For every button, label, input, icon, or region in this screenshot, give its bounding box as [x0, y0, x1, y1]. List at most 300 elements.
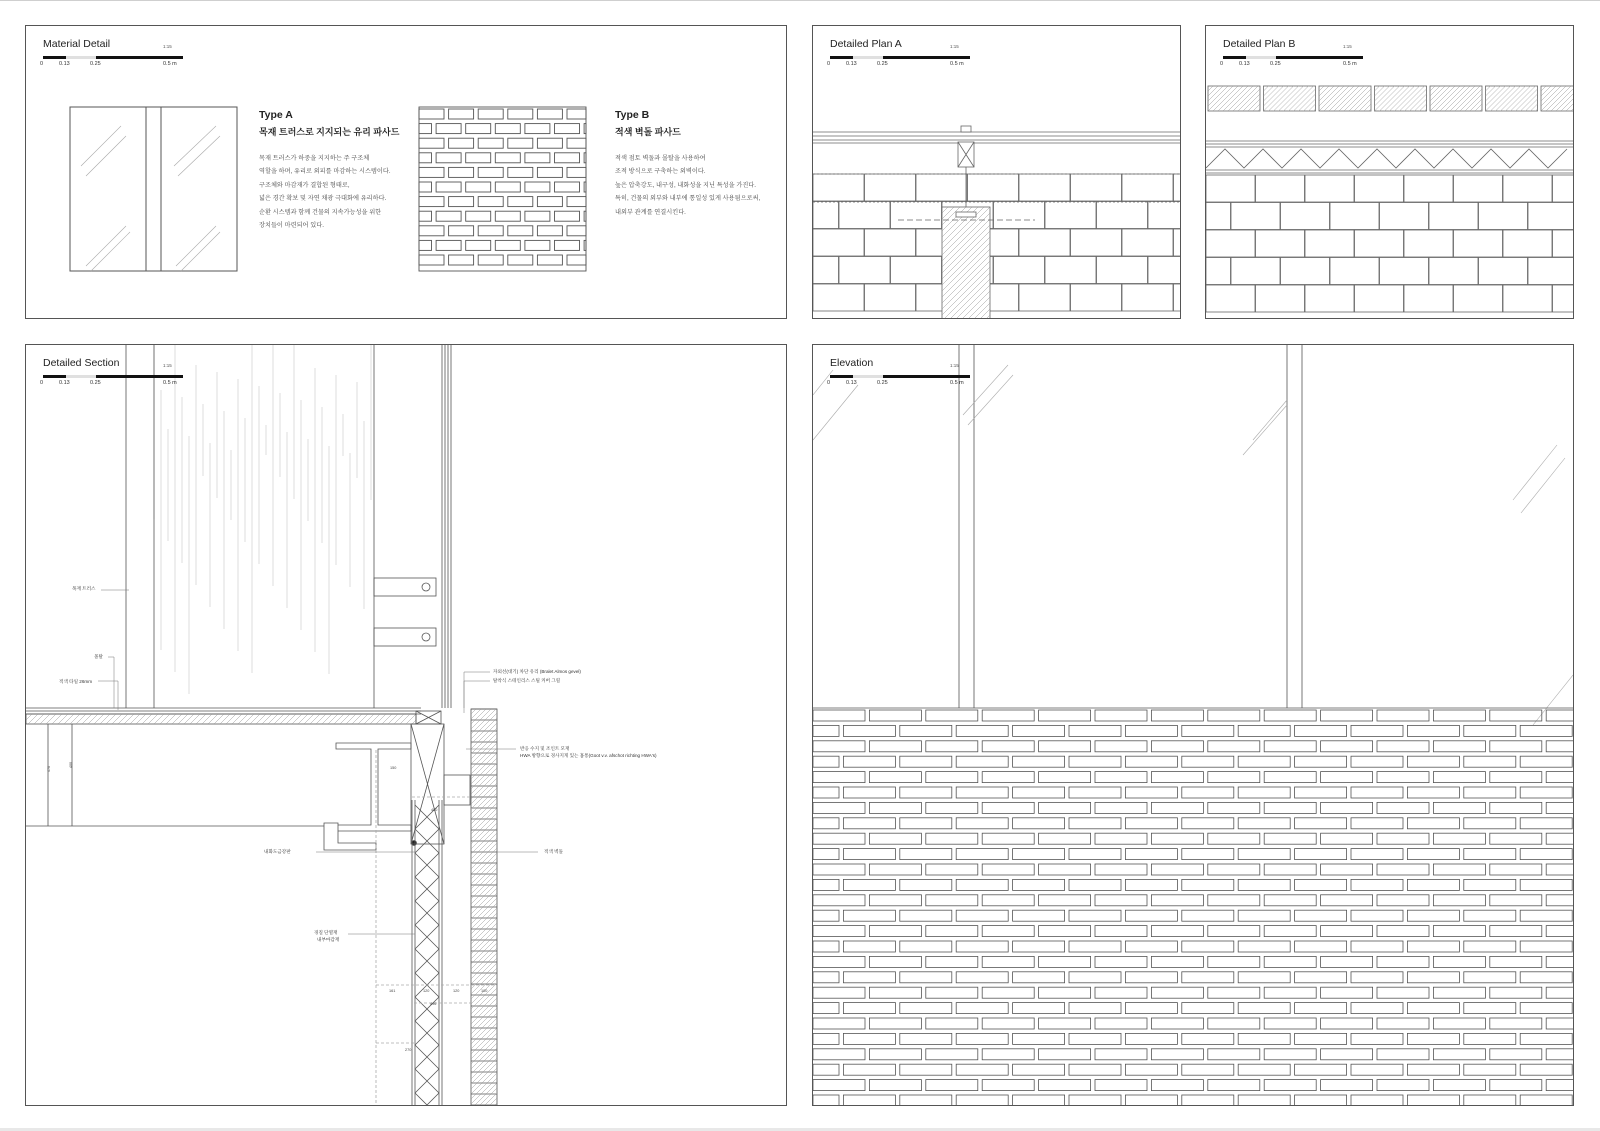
hatch-line — [244, 714, 254, 724]
brick — [982, 741, 1034, 752]
brick — [1520, 756, 1572, 767]
hatch-line — [991, 207, 1104, 319]
brick — [982, 1080, 1034, 1091]
brick — [1125, 1003, 1177, 1014]
hatch-line — [578, 709, 787, 1106]
hatch-line — [106, 714, 116, 724]
hatch-line — [1213, 86, 1238, 111]
brick — [1039, 864, 1091, 875]
brick — [1490, 1080, 1542, 1091]
hatch-line — [322, 714, 332, 724]
brick — [843, 1095, 895, 1106]
brick — [1433, 1080, 1485, 1091]
brick — [1433, 833, 1485, 844]
brick — [1520, 849, 1572, 860]
dimension-label: 270 — [405, 1048, 412, 1052]
scale-bar — [830, 375, 970, 378]
timber-grain — [154, 345, 371, 694]
brick — [813, 864, 865, 875]
brick — [537, 109, 562, 119]
scale-ratio: 1:15 — [163, 363, 172, 368]
hatch-line — [1228, 86, 1253, 111]
brick — [869, 895, 921, 906]
brick — [839, 257, 890, 284]
hatch-line — [1536, 86, 1561, 111]
brick — [1013, 725, 1065, 736]
brick — [1321, 864, 1373, 875]
hatch-line — [1249, 86, 1274, 111]
brick — [1407, 941, 1459, 952]
brick — [1305, 230, 1354, 257]
hatch-line — [1486, 86, 1511, 111]
brick — [1546, 741, 1574, 752]
brick — [1125, 1095, 1177, 1106]
brick — [1122, 229, 1173, 256]
brick — [813, 1080, 865, 1091]
hatch-line — [1223, 86, 1248, 111]
hatch-line — [304, 714, 314, 724]
brick — [843, 756, 895, 767]
hatch-line — [493, 709, 787, 1106]
brick — [1019, 229, 1070, 256]
brick — [869, 833, 921, 844]
hatch-line — [1254, 86, 1279, 111]
brick — [1351, 1033, 1403, 1044]
hatch-line — [198, 709, 596, 1106]
brick — [1013, 1095, 1065, 1106]
bolt — [422, 633, 430, 641]
brick — [1464, 941, 1516, 952]
brick — [813, 1049, 865, 1060]
hatch-line — [718, 709, 787, 1106]
hatch-line — [1021, 207, 1134, 319]
brick — [1490, 772, 1542, 783]
brick — [1045, 257, 1096, 284]
brick — [1095, 802, 1147, 813]
brick — [956, 725, 1008, 736]
hatch-line — [778, 709, 787, 1106]
brick — [1095, 1080, 1147, 1091]
brick — [525, 240, 550, 250]
brick — [1351, 879, 1403, 890]
brick — [436, 240, 461, 250]
hatch-line — [1470, 86, 1495, 111]
hatch-line — [1531, 86, 1556, 111]
hatch-line — [1003, 207, 1116, 319]
brick — [982, 1018, 1034, 1029]
hatch-line — [841, 207, 954, 319]
hatch-line — [1531, 86, 1556, 111]
brick — [1182, 972, 1234, 983]
brick — [1490, 833, 1542, 844]
brick — [1351, 941, 1403, 952]
brick — [508, 109, 533, 119]
elevation-brick-courses — [813, 710, 1574, 1106]
brick — [1553, 230, 1575, 257]
brick — [1039, 741, 1091, 752]
panel-detailed-plan-b — [1205, 25, 1574, 319]
brick — [1151, 710, 1203, 721]
brick — [1321, 833, 1373, 844]
brick — [1305, 175, 1354, 202]
hatch-line — [703, 709, 787, 1106]
scale-ratio: 1:15 — [950, 44, 959, 49]
hatch-line — [1475, 86, 1500, 111]
brick — [1206, 258, 1231, 285]
brick — [1490, 1018, 1542, 1029]
hatch-line — [1471, 86, 1496, 111]
brick — [584, 182, 586, 192]
brick — [869, 864, 921, 875]
brick — [1520, 1033, 1572, 1044]
hatch-line — [1075, 207, 1181, 319]
brick — [1464, 879, 1516, 890]
hatch-line — [458, 709, 787, 1106]
brick — [982, 864, 1034, 875]
brick — [1208, 926, 1260, 937]
brick — [449, 197, 474, 207]
brick — [537, 226, 562, 236]
brick — [1433, 895, 1485, 906]
cladding-hatch — [1294, 86, 1419, 111]
brick — [478, 197, 503, 207]
brick — [865, 229, 916, 256]
hatch-line — [1500, 86, 1525, 111]
annotation-glass: 자외선(대기) 차단 유리 (Bralet Almos gevel) — [493, 669, 581, 674]
brick — [1407, 1003, 1459, 1014]
brick — [1238, 879, 1290, 890]
brick — [956, 818, 1008, 829]
reflection-line — [1513, 445, 1557, 500]
brick — [1330, 258, 1379, 285]
hatch-line — [412, 714, 422, 724]
hatch-line — [1279, 86, 1304, 111]
brick — [1377, 741, 1429, 752]
type-a-description: 목재 트러스가 하중을 지지하는 주 구조체 역할을 하며, 유리로 외피를 마감하는 시스템이다. 구조체와 마감재가 결합된 형태로, 넓은 경간 확보 및 자연 채광 극대화에 유리하다. 순환 시스템과 함께 건물의 지속가능성을 위한 장치들이 마련되어 있다. — [259, 155, 391, 230]
brick — [1264, 1018, 1316, 1029]
reflection-line — [86, 226, 126, 266]
brick — [1013, 1064, 1065, 1075]
brick — [436, 124, 461, 134]
hatch-line — [303, 709, 701, 1106]
hatch-line — [316, 714, 326, 724]
hatch-line — [1505, 86, 1530, 111]
brick — [555, 182, 580, 192]
hatch-line — [468, 709, 787, 1106]
hatch-line — [513, 709, 787, 1106]
hatch-line — [1314, 86, 1339, 111]
dimension-label: 100 — [481, 989, 488, 993]
brick — [865, 174, 916, 201]
hatch-line — [618, 709, 787, 1106]
brick — [1182, 1003, 1234, 1014]
hatch-line — [172, 714, 182, 724]
hatch-line — [1384, 86, 1409, 111]
brick — [1281, 203, 1330, 230]
hatch-line — [358, 709, 756, 1106]
brick — [1520, 1095, 1572, 1106]
hatch-line — [1009, 207, 1122, 319]
brick — [982, 710, 1034, 721]
brick — [567, 167, 586, 177]
brick — [1464, 972, 1516, 983]
hatch-line — [1238, 86, 1263, 111]
panel-detailed-plan-a — [812, 25, 1181, 319]
brick — [1264, 926, 1316, 937]
brick — [1503, 285, 1552, 312]
hatch-line — [1521, 86, 1546, 111]
hatch-line — [1420, 86, 1445, 111]
brick — [1377, 864, 1429, 875]
brick — [900, 972, 952, 983]
brick — [813, 284, 864, 311]
brick — [1377, 710, 1429, 721]
brick — [926, 1049, 978, 1060]
hatch-line — [473, 709, 787, 1106]
hatch-line — [64, 714, 74, 724]
panel-title: Material Detail — [43, 38, 111, 50]
brick — [900, 910, 952, 921]
hatch-line — [688, 709, 787, 1106]
brick — [900, 1064, 952, 1075]
brick — [1377, 987, 1429, 998]
brick — [419, 226, 444, 236]
hatch-line — [1460, 86, 1485, 111]
hatch-line — [178, 714, 188, 724]
hatch-line — [214, 714, 224, 724]
brick — [1125, 972, 1177, 983]
brick — [1490, 802, 1542, 813]
hatch-line — [1299, 86, 1324, 111]
brick — [813, 756, 839, 767]
hatch-line — [518, 709, 787, 1106]
hatch-line — [196, 714, 206, 724]
brick — [1490, 1049, 1542, 1060]
hatch-line — [478, 709, 787, 1106]
brick — [1238, 1095, 1290, 1106]
brick — [813, 1095, 839, 1106]
brick — [1095, 772, 1147, 783]
hatch-line — [153, 709, 551, 1106]
brick — [1433, 772, 1485, 783]
brick — [926, 895, 978, 906]
brick — [1013, 1003, 1065, 1014]
brick — [813, 257, 839, 284]
brick — [1039, 895, 1091, 906]
brick — [1490, 710, 1542, 721]
brick — [865, 284, 916, 311]
hatch-line — [82, 714, 92, 724]
reflection-line — [1533, 675, 1573, 725]
brick — [1256, 285, 1305, 312]
brick — [1182, 879, 1234, 890]
brick — [1151, 956, 1203, 967]
brick — [1351, 787, 1403, 798]
cladding-hatch — [1206, 86, 1308, 111]
panel-elevation — [812, 344, 1574, 1106]
hatch-line — [323, 709, 721, 1106]
leader-lines — [98, 590, 538, 934]
hatch-line — [1546, 86, 1571, 111]
hatch-line — [713, 709, 787, 1106]
brick — [956, 941, 1008, 952]
brick — [956, 787, 1008, 798]
brick-courses — [419, 109, 586, 265]
brick — [525, 182, 550, 192]
brick — [1433, 987, 1485, 998]
brick — [1264, 956, 1316, 967]
brick — [1208, 956, 1260, 967]
brick — [525, 153, 550, 163]
leader-line — [464, 672, 490, 708]
drain-box — [444, 775, 470, 805]
hatch-line — [1410, 86, 1435, 111]
hatch-line — [1370, 86, 1395, 111]
brick — [813, 229, 864, 256]
hatch-line — [628, 709, 787, 1106]
hatch-line — [1420, 86, 1445, 111]
reflection-line — [181, 232, 220, 271]
hatch-line — [633, 709, 787, 1106]
brick — [1013, 879, 1065, 890]
hatch-line — [113, 709, 511, 1106]
hatch-line — [1425, 86, 1450, 111]
brick — [466, 240, 491, 250]
brick — [495, 182, 520, 192]
brick — [956, 849, 1008, 860]
hatch-line — [388, 709, 786, 1106]
brick — [1013, 1033, 1065, 1044]
scale-bar — [43, 56, 183, 59]
brick — [916, 174, 967, 201]
hatch-line — [1263, 86, 1288, 111]
brick — [926, 926, 978, 937]
hatch-line — [1069, 207, 1181, 319]
hatch-line — [228, 709, 626, 1106]
brick — [1019, 284, 1070, 311]
brick — [1208, 1049, 1260, 1060]
glass-frame — [70, 107, 237, 271]
brick — [449, 226, 474, 236]
brick — [1454, 285, 1503, 312]
brick — [1433, 1018, 1485, 1029]
plan-a-block-wall — [813, 174, 1181, 311]
brick — [567, 109, 586, 119]
scale-labels: 0 0.13 0.25 0.5 m — [1220, 61, 1357, 67]
brick — [449, 138, 474, 148]
brick — [1546, 956, 1574, 967]
brick — [1295, 1003, 1347, 1014]
brick — [843, 972, 895, 983]
hatch-line — [1244, 86, 1269, 111]
brick — [1520, 1003, 1572, 1014]
brick — [1351, 910, 1403, 921]
hatch-line — [608, 709, 787, 1106]
brick — [900, 818, 952, 829]
brick — [1464, 725, 1516, 736]
hatch-line — [1541, 86, 1566, 111]
brick — [1039, 802, 1091, 813]
sheet-top-edge — [0, 0, 1600, 1]
brick — [1039, 1049, 1091, 1060]
hatch-line — [1253, 86, 1278, 111]
brick — [1069, 1064, 1121, 1075]
brick — [478, 167, 503, 177]
brick — [1546, 802, 1574, 813]
brick — [1546, 772, 1574, 783]
panel-detailed-section — [25, 344, 787, 1106]
brick — [1182, 849, 1234, 860]
brick — [843, 1003, 895, 1014]
brick — [1069, 1095, 1121, 1106]
hatch-line — [58, 714, 68, 724]
hatch-line — [503, 709, 787, 1106]
dimension-label: 120 — [453, 989, 460, 993]
brick — [495, 211, 520, 221]
brick — [1125, 879, 1177, 890]
elevation-drawing — [813, 345, 1574, 1106]
type-a-subtitle: 목재 트러스로 지지되는 유리 파사드 — [259, 127, 400, 137]
brick — [1125, 1033, 1177, 1044]
hatch-line — [46, 714, 56, 724]
hatch-line — [568, 709, 787, 1106]
hatch-line — [985, 207, 1098, 319]
hatch-line — [1243, 86, 1268, 111]
reflection-line — [1253, 400, 1287, 440]
hatch-line — [376, 714, 386, 724]
hatch-line — [168, 709, 566, 1106]
hatch-line — [274, 714, 284, 724]
brick — [1433, 710, 1485, 721]
hatch-line — [148, 709, 546, 1106]
dimension-label: 400 — [69, 761, 74, 769]
brick — [1151, 1049, 1203, 1060]
hatch-line — [188, 709, 586, 1106]
reflection-line — [81, 126, 121, 166]
column-head — [961, 126, 971, 132]
hatch-line — [1506, 86, 1531, 111]
brick — [1351, 1064, 1403, 1075]
brick — [926, 772, 978, 783]
brick — [1208, 772, 1260, 783]
hatch-line — [1435, 86, 1460, 111]
hatch-line — [363, 709, 761, 1106]
hatch-line — [1355, 86, 1380, 111]
hatch-line — [463, 709, 787, 1106]
brick — [1069, 910, 1121, 921]
hatch-line — [370, 714, 380, 724]
hatch-line — [573, 709, 787, 1106]
brick — [1404, 175, 1453, 202]
brick — [419, 109, 444, 119]
hatch-line — [40, 714, 50, 724]
brick — [508, 255, 533, 265]
brick — [1208, 802, 1260, 813]
brick — [419, 240, 432, 250]
brick — [813, 1003, 839, 1014]
brick — [869, 956, 921, 967]
hatch-line — [428, 709, 787, 1106]
brick — [466, 211, 491, 221]
hatch-line — [52, 714, 62, 724]
hatch-line — [328, 709, 726, 1106]
brick — [1351, 818, 1403, 829]
brick — [1407, 1064, 1459, 1075]
scale-labels: 0 0.13 0.25 0.5 m — [40, 380, 177, 386]
hatch-line — [136, 714, 146, 724]
hatch-line — [154, 714, 164, 724]
hatch-line — [334, 714, 344, 724]
